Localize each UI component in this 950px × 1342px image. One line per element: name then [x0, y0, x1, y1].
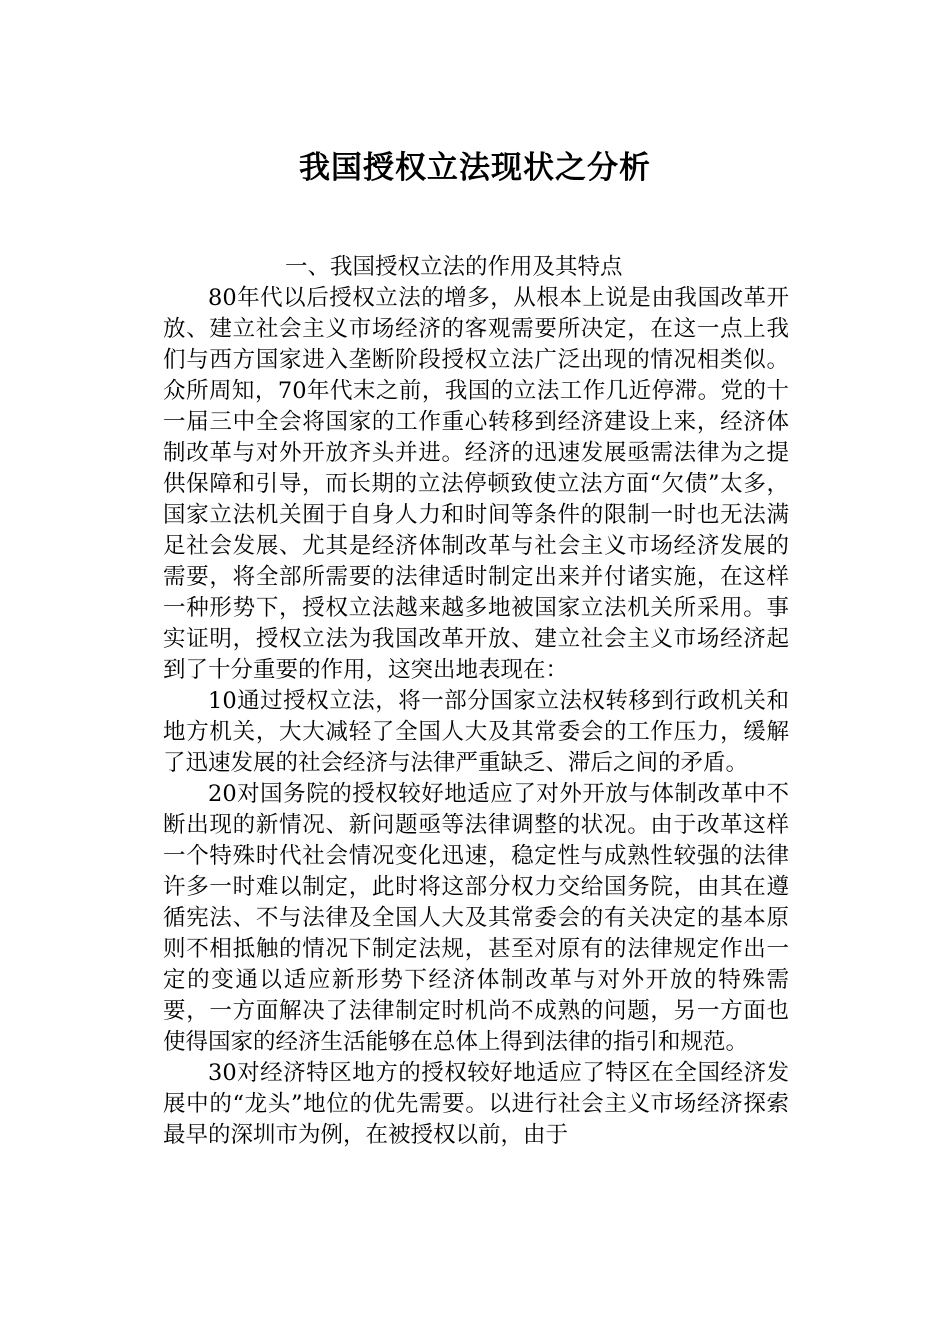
document-body [163, 252, 789, 1151]
paragraph-point-1: 10通过授权立法，将一部分国家立法权转移到行政机关和地方机关，大大减轻了全国人大及其常委会的工作压力，缓解了迅速发展的社会经济与法律严重缺乏、滞后之间的矛盾。 [163, 688, 789, 776]
document-title: 我国授权立法现状之分析 [299, 150, 651, 186]
section-heading: 一、我国授权立法的作用及其特点 [285, 254, 623, 280]
paragraph-intro: 80年代以后授权立法的增多，从根本上说是由我国改革开放、建立社会主义市场经济的客观需要所决定，在这一点上我们与西方国家进入垄断阶段授权立法广泛出现的情况相类似。众所周知，70年代末之前，我国的立法工作几近停滞。党的十一届三中全会将国家的工作重心转移到经济建设上来，经济体制改革与对外开放齐头并进。经济的迅速发展亟需法律为之提供保障和引导，而长期的立法停顿致使立法方面“欠债”太多，国家立法机关囿于自身人力和时间等条件的限制一时也无法满足社会发展、尤其是经济体制改革与社会主义市场经济发展的需要，将全部所需要的法律适时制定出来并付诸实施，在这样一种形势下，授权立法越来越多地被国家立法机关所采用。事实证明，授权立法为我国改革开放、建立社会主义市场经济起到了十分重要的作用，这突出地表现在： [163, 285, 789, 683]
paragraph-point-2: 20对国务院的授权较好地适应了对外开放与体制改革中不断出现的新情况、新问题亟等法律调整的状况。由于改革这样一个特殊时代社会情况变化迅速，稳定性与成熟性较强的法律许多一时难以制定，此时将这部分权力交给国务院，由其在遵循宪法、不与法律及全国人大及其常委会的有关决定的基本原则不相抵触的情况下制定法规，甚至对原有的法律规定作出一定的变通以适应新形势下经济体制改革与对外开放的特殊需要，一方面解决了法律制定时机尚不成熟的问题，另一方面也使得国家的经济生活能够在总体上得到法律的指引和规范。 [163, 781, 789, 1055]
paragraph-point-3: 30对经济特区地方的授权较好地适应了特区在全国经济发展中的“龙头”地位的优先需要。以进行社会主义市场经济探索最早的深圳市为例，在被授权以前，由于 [163, 1060, 789, 1148]
